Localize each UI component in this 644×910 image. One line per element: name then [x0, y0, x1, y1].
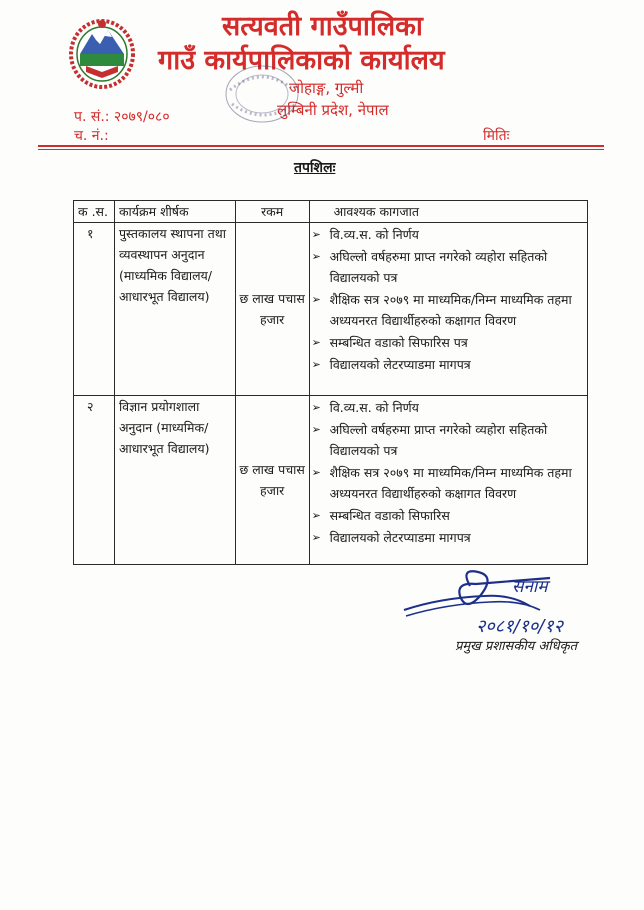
list-item: ➢ शैक्षिक सत्र २०७९ मा माध्यमिक/निम्न माध्यमिक तहमा अध्ययनरत विद्यार्थीहरुको कक्षागत विवरण — [312, 462, 583, 504]
list-item: ➢ विद्यालयको लेटरप्याडमा मागपत्र — [312, 527, 583, 548]
header-divider — [38, 145, 604, 147]
header-documents: आवश्यक कागजात — [309, 201, 587, 223]
list-item: ➢ वि.व्य.स. को निर्णय — [312, 397, 583, 418]
header-program: कार्यक्रम शीर्षक — [114, 201, 235, 223]
signature-name: सनाम — [512, 577, 548, 597]
row-program: पुस्तकालय स्थापना तथा व्यवस्थापन अनुदान (माध्यमिक विद्यालय/आधारभूत विद्यालय) — [114, 223, 235, 396]
office-stamp-icon — [216, 60, 316, 132]
details-table — [73, 200, 588, 565]
municipality-name: सत्यवती गाउँपालिका — [222, 11, 423, 42]
address-line-2: लुम्बिनी प्रदेश, नेपाल — [277, 101, 389, 119]
document-title: तपशिलः — [294, 160, 336, 176]
list-item: ➢ अघिल्लो वर्षहरुमा प्राप्त नगरेको व्यहोरा सहितको विद्यालयको पत्र — [312, 419, 583, 461]
date-label: मितिः — [483, 128, 510, 144]
row-sn: २ — [74, 396, 115, 565]
list-item: ➢ शैक्षिक सत्र २०७९ मा माध्यमिक/निम्न माध्यमिक तहमा अध्ययनरत विद्यार्थीहरुको कक्षागत विवरण — [312, 289, 583, 331]
signatory-designation: प्रमुख प्रशासकीय अधिकृत — [455, 639, 578, 654]
dispatch-number: च. नं.: — [74, 128, 109, 144]
table-row — [74, 223, 588, 396]
header-divider-thin — [38, 149, 604, 150]
list-item: ➢ सम्बन्धित वडाको सिफारिस पत्र — [312, 332, 583, 353]
list-item: ➢ वि.व्य.स. को निर्णय — [312, 224, 583, 245]
table-header-row — [74, 201, 588, 223]
row-documents — [309, 223, 587, 396]
document-list — [312, 224, 583, 375]
list-item: ➢ अघिल्लो वर्षहरुमा प्राप्त नगरेको व्यहोरा सहितको विद्यालयको पत्र — [312, 246, 583, 288]
row-sn: १ — [74, 223, 115, 396]
list-item: ➢ सम्बन्धित वडाको सिफारिस — [312, 505, 583, 526]
row-program: विज्ञान प्रयोगशाला अनुदान (माध्यमिक/आधारभूत विद्यालय) — [114, 396, 235, 565]
row-documents — [309, 396, 587, 565]
header-sn: क .स. — [74, 201, 115, 223]
signature-date: २०८१/१०/१२ — [476, 616, 564, 637]
nepal-emblem-icon — [66, 14, 138, 90]
fiscal-year: प. सं.: २०७९/०८० — [74, 109, 170, 125]
row-amount: छ लाख पचास हजार — [235, 223, 309, 396]
list-item: ➢ विद्यालयको लेटरप्याडमा मागपत्र — [312, 354, 583, 375]
row-amount: छ लाख पचास हजार — [235, 396, 309, 565]
office-name: गाउँ कार्यपालिकाको कार्यालय — [158, 45, 445, 76]
table-row — [74, 396, 588, 565]
header-amount: रकम — [235, 201, 309, 223]
address-line-1: जोहाङ्ग, गुल्मी — [289, 79, 364, 97]
document-list — [312, 397, 583, 548]
